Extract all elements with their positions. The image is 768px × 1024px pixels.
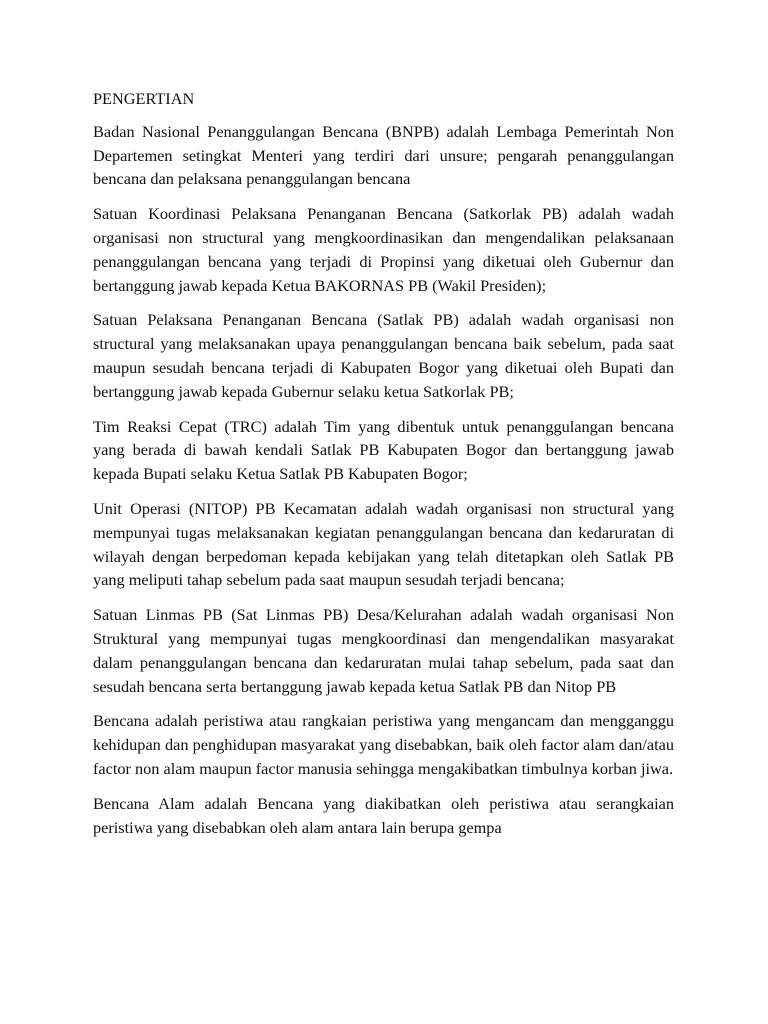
section-heading: PENGERTIAN <box>93 89 195 108</box>
paragraph-bencana-alam <box>93 792 674 840</box>
paragraph-bencana <box>93 709 674 780</box>
document-page <box>93 87 674 850</box>
definition-sat-linmas: adalah wadah organisasi Non Struktural yang mempunyai tugas mengkoordinasi dan mengendalikan masyarakat dalam penanggulangan bencana dan kedaruratan mulai tahap sebelum, pada saat dan sesudah bencana serta bertanggung jawab kepada ketua Satlak PB dan Nitop PB <box>93 605 674 696</box>
term-sat-linmas: Satuan Linmas PB (Sat Linmas PB) Desa/Kelurahan <box>93 605 462 625</box>
term-nitop: Unit Operasi (NITOP) PB Kecamatan <box>93 498 357 518</box>
term-satlak: Satuan Pelaksana Penanganan Bencana (Satlak PB) <box>93 310 459 330</box>
paragraph-sat-linmas <box>93 603 674 698</box>
paragraph-trc <box>93 415 674 486</box>
term-satkorlak: Satuan Koordinasi Pelaksana Penanganan Bencana (Satkorlak PB) <box>93 204 568 224</box>
paragraph-satlak <box>93 308 674 403</box>
paragraph-nitop <box>93 497 674 592</box>
term-bencana: Bencana <box>93 711 150 731</box>
definition-satlak: adalah wadah organisasi non structural yang melaksanakan upaya penanggulangan bencana baik sebelum, pada saat maupun sesudah bencana terjadi di Kabupaten Bogor yang diketuai oleh Bupati dan bertanggung jawab kepada Gubernur selaku ketua Satkorlak PB; <box>93 310 674 401</box>
definition-trc: adalah Tim yang dibentuk untuk penanggulangan bencana yang berada di bawah kendali Satlak PB Kabupaten Bogor dan bertanggung jawab kepada Bupati selaku Ketua Satlak PB Kabupaten Bogor; <box>93 416 674 484</box>
definition-nitop: adalah wadah organisasi non structural yang mempunyai tugas melaksanakan kegiatan penanggulangan bencana dan kedaruratan di wilayah dengan berpedoman kepada kebijakan yang telah ditetapkan oleh Satlak PB yang meliputi tahap sebelum pada saat maupun sesudah terjadi bencana; <box>93 498 674 590</box>
term-bnpb: Badan Nasional Penanggulangan Bencana (BNPB) <box>93 121 440 141</box>
term-trc: Tim Reaksi Cepat (TRC) <box>93 416 267 436</box>
definition-bencana: adalah peristiwa atau rangkaian peristiwa yang mengancam dan mengganggu kehidupan dan penghidupan masyarakat yang disebabkan, baik oleh factor alam dan/atau factor non alam maupun factor manusia sehingga mengakibatkan timbulnya korban jiwa. <box>93 711 674 778</box>
definition-bnpb: adalah Lembaga Pemerintah Non Departemen setingkat Menteri yang terdiri dari unsure; pengarah penanggulangan bencana dan pelaksana penanggulangan bencana <box>93 121 674 189</box>
definition-bencana-alam: adalah Bencana yang diakibatkan oleh peristiwa atau serangkaian peristiwa yang disebabkan oleh alam antara lain berupa gempa <box>93 793 674 837</box>
paragraph-bnpb <box>93 120 674 191</box>
term-bencana-alam: Bencana Alam <box>93 793 195 813</box>
paragraph-satkorlak <box>93 202 674 297</box>
definition-satkorlak: adalah wadah organisasi non structural yang mengkoordinasikan dan mengendalikan pelaksanaan penanggulangan bencana yang terjadi di Propinsi yang diketuai oleh Gubernur dan bertanggung jawab kepada Ketua BAKORNAS PB (Wakil Presiden); <box>93 204 674 295</box>
